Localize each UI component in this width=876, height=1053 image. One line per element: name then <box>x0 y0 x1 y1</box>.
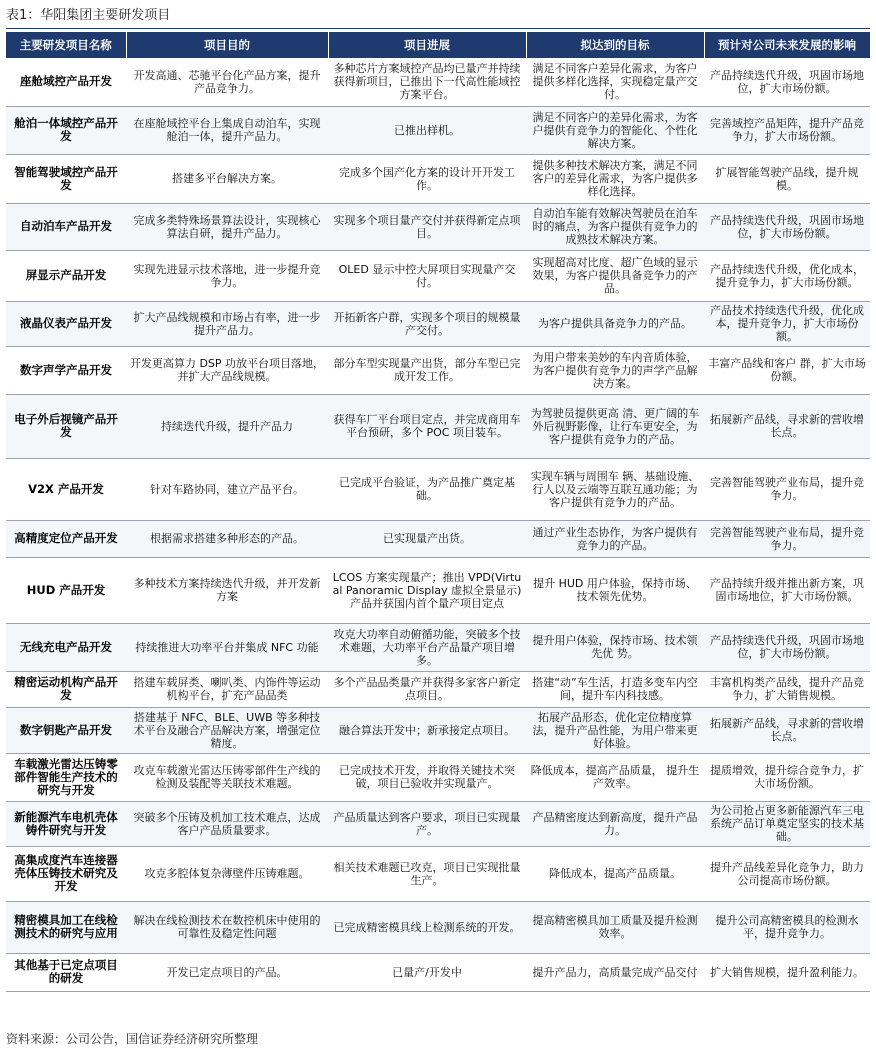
purpose-cell: 持续迭代升级，提升产品力 <box>126 394 328 458</box>
progress-cell: 融合算法开发中；新承接定点项目。 <box>328 707 526 753</box>
impact-cell: 产品持续迭代升级，巩固市场地位，扩大市场份额。 <box>704 623 870 671</box>
goal-cell: 搭建“动”车生活，打造多变车内空间，提升车内科技感。 <box>526 671 704 707</box>
purpose-cell: 搭建基于 NFC、BLE、UWB 等多种技术平台及融合产品解决方案，增强定位精度。 <box>126 707 328 753</box>
progress-cell: 已实现量产出货。 <box>328 520 526 557</box>
impact-cell: 丰富机构类产品线，提升产品竞争力，扩大销售规模。 <box>704 671 870 707</box>
table-row <box>6 520 870 557</box>
progress-cell: LCOS 方案实现量产；推出 VPD(Virtual Panoramic Display 虚拟全景显示) 产品并获国内首个量产项目定点 <box>328 557 526 623</box>
goal-cell: 提升产品力，高质量完成产品交付 <box>526 953 704 991</box>
table-row <box>6 846 870 901</box>
goal-cell: 提升 HUD 用户体验，保持市场、技术领先优势。 <box>526 557 704 623</box>
project-name-cell: 自动泊车产品开发 <box>6 203 126 250</box>
goal-cell: 提供多种技术解决方案，满足不同客户的差异化需求，为客户提供多样化选择。 <box>526 154 704 203</box>
table-row <box>6 557 870 623</box>
impact-cell: 产品持续迭代升级，巩固市场地位，扩大市场份额。 <box>704 58 870 106</box>
progress-cell: 多个产品品类量产并获得多家客户新定点项目。 <box>328 671 526 707</box>
goal-cell: 降低成本，提高产品质量， 提升生产效率。 <box>526 753 704 801</box>
header-project-goal: 拟达到的目标 <box>526 32 704 58</box>
progress-cell: 多种芯片方案域控产品均已量产并持续获得新项目，已推出下一代高性能域控方案平台。 <box>328 58 526 106</box>
table-row <box>6 801 870 846</box>
goal-cell: 提升用户体验，保持市场、技术领先优 势。 <box>526 623 704 671</box>
progress-cell: 开拓新客户群，实现多个项目的规模量产交付。 <box>328 301 526 346</box>
project-name-cell: 电子外后视镜产品开发 <box>6 394 126 458</box>
rd-projects-table <box>6 32 871 992</box>
table-title: 表1：华阳集团主要研发项目 <box>6 8 171 23</box>
impact-cell: 提质增效，提升综合竞争力，扩大市场份额。 <box>704 753 870 801</box>
header-project-impact: 预计对公司未来发展的影响 <box>704 32 870 58</box>
project-name-cell: 高集成度汽车连接器壳体压铸技术研究及开发 <box>6 846 126 901</box>
purpose-cell: 解决在线检测技术在数控机床中使用的可靠性及稳定性问题 <box>126 901 328 953</box>
purpose-cell: 在座舱域控平台上集成自动泊车，实现舱泊一体，提升产品力。 <box>126 106 328 154</box>
impact-cell: 提升产品线差异化竞争力，助力公司提高市场份额。 <box>704 846 870 901</box>
goal-cell: 为客户提供具备竞争力的产品。 <box>526 301 704 346</box>
purpose-cell: 持续推进大功率平台并集成 NFC 功能 <box>126 623 328 671</box>
purpose-cell: 搭建车载屏类、喇叭类、内饰件等运动机构平台，扩充产品品类 <box>126 671 328 707</box>
purpose-cell: 针对车路协同，建立产品平台。 <box>126 458 328 520</box>
table-row <box>6 301 870 346</box>
table-row <box>6 707 870 753</box>
header-project-progress: 项目进展 <box>328 32 526 58</box>
table-row <box>6 623 870 671</box>
table-row <box>6 671 870 707</box>
project-name-cell: 液晶仪表产品开发 <box>6 301 126 346</box>
impact-cell: 完善智能驾驶产业布局，提升竞争力。 <box>704 458 870 520</box>
impact-cell: 扩大销售规模，提升盈利能力。 <box>704 953 870 991</box>
impact-cell: 产品持续迭代升级，巩固市场地位，扩大市场份额。 <box>704 203 870 250</box>
project-name-cell: 新能源汽车电机壳体铸件研究与开发 <box>6 801 126 846</box>
title-divider <box>6 28 870 29</box>
progress-cell: 已推出样机。 <box>328 106 526 154</box>
goal-cell: 实现车辆与周围车 辆、基础设施、行人以及云端等互联互通功能；为客户提供有竞争力的产品。 <box>526 458 704 520</box>
purpose-cell: 攻克多腔体复杂薄壁件压铸难题。 <box>126 846 328 901</box>
project-name-cell: V2X 产品开发 <box>6 458 126 520</box>
impact-cell: 产品技术持续迭代升级，优化成本，提升竞争力，扩大市场份额。 <box>704 301 870 346</box>
goal-cell: 拓展产品形态，优化定位精度算法，提升产品性能，为用户带来更好体验。 <box>526 707 704 753</box>
table-row <box>6 346 870 394</box>
project-name-cell: 数字钥匙产品开发 <box>6 707 126 753</box>
purpose-cell: 多种技术方案持续迭代升级，并开发新方案 <box>126 557 328 623</box>
progress-cell: 产品质量达到客户要求，项目已实现量产。 <box>328 801 526 846</box>
goal-cell: 为用户带来美妙的车内音质体验，为客户提供有竞争力的声学产品解决方案。 <box>526 346 704 394</box>
table-row <box>6 203 870 250</box>
project-name-cell: 精密运动机构产品开发 <box>6 671 126 707</box>
purpose-cell: 开发高通、芯驰平台化产品方案，提升产品竞争力。 <box>126 58 328 106</box>
project-name-cell: 车载激光雷达压铸零部件智能生产技术的研究与开发 <box>6 753 126 801</box>
impact-cell: 拓展新产品线，寻求新的营收增长点。 <box>704 707 870 753</box>
purpose-cell: 开发更高算力 DSP 功放平台项目落地，并扩大产品线规模。 <box>126 346 328 394</box>
table-header-row <box>6 32 870 58</box>
progress-cell: 已完成平台验证，为产品推广奠定基础。 <box>328 458 526 520</box>
goal-cell: 满足不同客户的差异化需求，为客户提供有竞争力的智能化、个性化解决方案。 <box>526 106 704 154</box>
source-note: 资料来源：公司公告，国信证券经济研究所整理 <box>6 1032 259 1046</box>
goal-cell: 产品精密度达到新高度，提升产品力。 <box>526 801 704 846</box>
progress-cell: 实现多个项目量产交付并获得新定点项目。 <box>328 203 526 250</box>
purpose-cell: 突破多个压铸及机加工技术难点，达成客户产品质量要求。 <box>126 801 328 846</box>
header-project-name: 主要研发项目名称 <box>6 32 126 58</box>
progress-cell: 攻克大功率自动俯循功能，突破多个技术难题，大功率平台产品量产项目增多。 <box>328 623 526 671</box>
impact-cell: 产品持续迭代升级，优化成本，提升竞争力，扩大市场份额。 <box>704 250 870 301</box>
goal-cell: 为驾驶员提供更高 清、更广阔的车外后视野影像，让行车更安全，为客户提供有竞争力的产品。 <box>526 394 704 458</box>
impact-cell: 扩展智能驾驶产品线，提升规模。 <box>704 154 870 203</box>
impact-cell: 完善域控产品矩阵，提升产品竞争力，扩大市场份额。 <box>704 106 870 154</box>
purpose-cell: 搭建多平台解决方案。 <box>126 154 328 203</box>
table-row <box>6 250 870 301</box>
progress-cell: 相关技术难题已攻克，项目已实现批量生产。 <box>328 846 526 901</box>
progress-cell: 完成多个国产化方案的设计开开发工作。 <box>328 154 526 203</box>
table-row <box>6 106 870 154</box>
impact-cell: 产品持续升级并推出新方案，巩固市场地位，扩大市场份额。 <box>704 557 870 623</box>
impact-cell: 提升公司高精密模具的检测水平，提升竞争力。 <box>704 901 870 953</box>
table-row <box>6 753 870 801</box>
header-project-purpose: 项目目的 <box>126 32 328 58</box>
project-name-cell: 舱泊一体域控产品开发 <box>6 106 126 154</box>
table-row <box>6 394 870 458</box>
goal-cell: 满足不同客户差异化需求，为客户提供多样化选择，实现稳定量产交付。 <box>526 58 704 106</box>
project-name-cell: HUD 产品开发 <box>6 557 126 623</box>
purpose-cell: 完成多类特殊场景算法设计，实现核心算法自研，提升产品力。 <box>126 203 328 250</box>
goal-cell: 实现超高对比度、超广色域的显示效果，为客户提供具备竞争力的产品。 <box>526 250 704 301</box>
impact-cell: 完善智能驾驶产业布局，提升竞争力。 <box>704 520 870 557</box>
table-row <box>6 458 870 520</box>
project-name-cell: 无线充电产品开发 <box>6 623 126 671</box>
impact-cell: 丰富产品线和客户 群，扩大市场份额。 <box>704 346 870 394</box>
progress-cell: 获得车厂平台项目定点，并完成商用车平台预研，多个 POC 项目装车。 <box>328 394 526 458</box>
impact-cell: 拓展新产品线，寻求新的营收增长点。 <box>704 394 870 458</box>
table-body <box>6 58 870 991</box>
project-name-cell: 精密模具加工在线检测技术的研究与应用 <box>6 901 126 953</box>
purpose-cell: 实现先进显示技术落地，进一步提升竞争力。 <box>126 250 328 301</box>
impact-cell: 为公司抢占更多新能源汽车三电系统产品订单奠定坚实的技术基础。 <box>704 801 870 846</box>
goal-cell: 提高精密模具加工质量及提升检测效率。 <box>526 901 704 953</box>
progress-cell: 已量产/开发中 <box>328 953 526 991</box>
purpose-cell: 攻克车载激光雷达压铸零部件生产线的检测及装配等关联技术难题。 <box>126 753 328 801</box>
goal-cell: 自动泊车能有效解决驾驶员在泊车时的痛点，为客户提供有竞争力的成熟技术解决方案。 <box>526 203 704 250</box>
goal-cell: 通过产业生态协作，为客户提供有竞争力的产品。 <box>526 520 704 557</box>
project-name-cell: 智能驾驶域控产品开发 <box>6 154 126 203</box>
project-name-cell: 高精度定位产品开发 <box>6 520 126 557</box>
project-name-cell: 其他基于已定点项目的研发 <box>6 953 126 991</box>
goal-cell: 降低成本，提高产品质量。 <box>526 846 704 901</box>
progress-cell: 部分车型实现量产出货，部分车型已完成开发工作。 <box>328 346 526 394</box>
purpose-cell: 扩大产品线规模和市场占有率，进一步提升产品力。 <box>126 301 328 346</box>
purpose-cell: 根据需求搭建多种形态的产品。 <box>126 520 328 557</box>
table-row <box>6 154 870 203</box>
table-row <box>6 58 870 106</box>
table-row <box>6 953 870 991</box>
progress-cell: 已完成技术开发，并取得关键技术突破，项目已验收并实现量产。 <box>328 753 526 801</box>
progress-cell: OLED 显示中控大屏项目实现量产交付。 <box>328 250 526 301</box>
progress-cell: 已完成精密模具线上检测系统的开发。 <box>328 901 526 953</box>
project-name-cell: 数字声学产品开发 <box>6 346 126 394</box>
project-name-cell: 屏显示产品开发 <box>6 250 126 301</box>
project-name-cell: 座舱域控产品开发 <box>6 58 126 106</box>
table-row <box>6 901 870 953</box>
purpose-cell: 开发已定点项目的产品。 <box>126 953 328 991</box>
